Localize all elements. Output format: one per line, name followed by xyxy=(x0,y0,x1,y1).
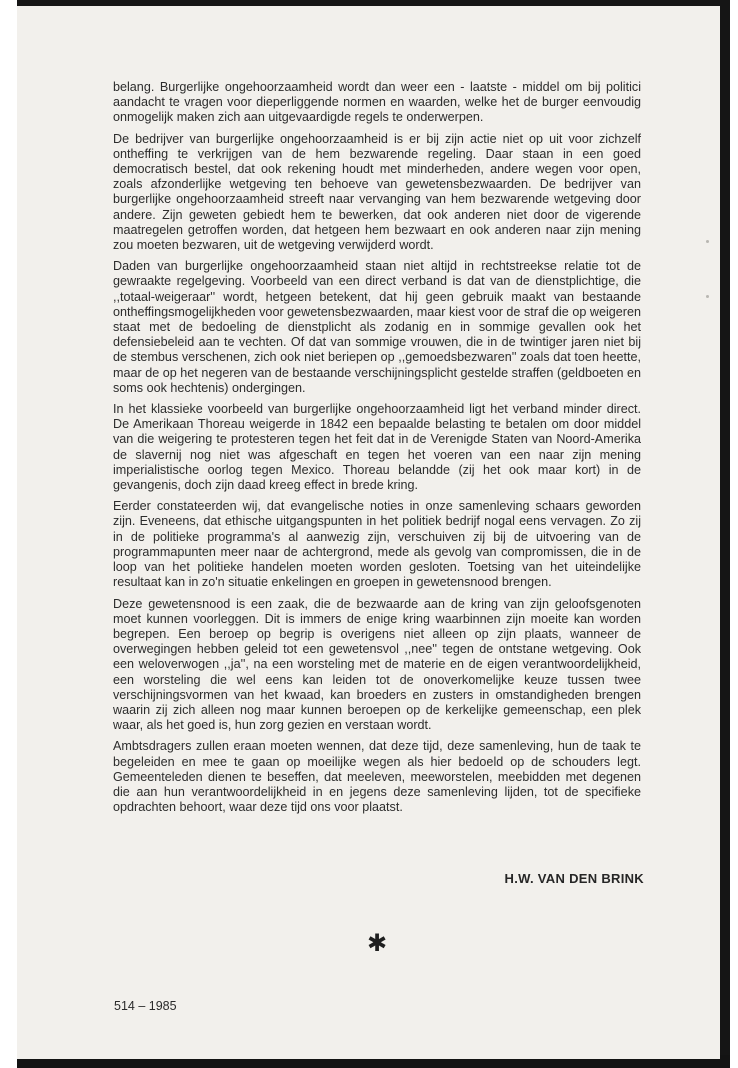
paragraph-3: Daden van burgerlijke ongehoorzaamheid staan niet altijd in rechtstreekse relatie tot de gewraakte regelgeving. Voorbeeld van een direct verband is dat van de dienstplichtige, die ,,totaal-weigeraar'' wordt, hetgeen betekent, dat hij geen gebruik maakt van bestaande ontheffingsmogelijkheden voor gewetensbezwaarden, maar kiest voor de straf die op weigeren staat met de bedoeling de dienstplicht als zodanig en in sommige gevallen ook het defensiebeleid aan te vechten. Of dat van sommige vrouwen, die in de twintiger jaren niet bij de stembus verschenen, zich ook niet beriepen op ,,gemoedsbezwaren'' zoals dat toen heette, maar de op het negeren van de bestaande verschijningsplicht gestelde straffen (geldboeten en soms ook hechtenis) ondergingen. xyxy=(113,259,641,395)
paragraph-4: In het klassieke voorbeeld van burgerlijke ongehoorzaamheid ligt het verband minder direct. De Amerikaan Thoreau weigerde in 1842 een bepaalde belasting te betalen om door middel van die weigering te protesteren tegen het feit dat in de Verenigde Staten van Noord-Amerika de slavernij nog niet was afgeschaft en tegen het voeren van een naar zijn mening imperialistische oorlog tegen Mexico. Thoreau belandde (zij het ook maar kort) in de gevangenis, doch zijn daad kreeg effect in brede kring. xyxy=(113,402,641,493)
scan-edge-right xyxy=(720,0,730,1068)
paragraph-6: Deze gewetensnood is een zaak, die de bezwaarde aan de kring van zijn geloofsgenoten moet kunnen voorleggen. Dit is immers de enige kring waarbinnen zijn moeite kan worden begrepen. Een beroep op begrip is overigens niet alleen op zijn plaats, wanneer de overwegingen hebben geleid tot een gewetensvol ,,nee'' tegen de ontstane wetgeving. Ook een weloverwogen ,,ja'', na een worsteling met de materie en de eigen verantwoordelijkheid, een worsteling die wel eens kan leiden tot de onoverkomelijke keuze tussen twee verschijningsvormen van het kwaad, kan broeders en zusters in omstandigheden brengen waarin zij zich alleen nog maar kunnen beroepen op de kerkelijke gemeenschap, een plek waar, als het goed is, hun zorg gezien en verstaan wordt. xyxy=(113,596,641,733)
scan-speck xyxy=(706,295,709,298)
paragraph-7: Ambtsdragers zullen eraan moeten wennen, dat deze tijd, deze samenleving, hun de taak te begeleiden en mee te gaan op moeilijke wegen als hier bedoeld op de schouders legt. Gemeenteleden dienen te beseffen, dat meeleven, meeworstelen, meebidden met degenen die aan hun verantwoordelijkheid in en jegens deze samenleving lijden, tot de specifieke opdrachten behoort, waar deze tijd ons voor plaatst. xyxy=(113,739,641,815)
author-signature: H.W. VAN DEN BRINK xyxy=(504,871,644,886)
article-body xyxy=(113,80,641,821)
scan-margin-left xyxy=(0,0,17,1068)
asterisk-ornament-icon: ✱ xyxy=(367,930,388,957)
page-number: 514 – 1985 xyxy=(114,999,177,1013)
paragraph-2: De bedrijver van burgerlijke ongehoorzaamheid is er bij zijn actie niet op uit voor zichzelf ontheffing te verkrijgen van de hem bezwarende regeling. Daar staan in een goed democratisch bestel, dat ook rekening houdt met minderheden, andere wegen voor open, zoals afzonderlijke wetgeving ten behoeve van gewetensbezwaarden. De bedrijver van burgerlijke ongehoorzaamheid streeft naar vervanging van hem bezwarende wetgeving door andere. Zijn geweten gebiedt hem te bewerken, dat ook anderen niet door de vigerende maatregelen getroffen worden, dat hetgeen hem bezwaart en ook anderen naar zijn mening zou moeten bezwaren, uit de wetgeving verwijderd wordt. xyxy=(113,131,641,253)
paragraph-1: belang. Burgerlijke ongehoorzaamheid wordt dan weer een - laatste - middel om bij politici aandacht te vragen voor dieperliggende normen en waarden, welke het de burger eenvoudig onmogelijk maken zich aan uitgevaardigde regels te onderwerpen. xyxy=(113,80,641,125)
paragraph-5: Eerder constateerden wij, dat evangelische noties in onze samenleving schaars geworden zijn. Eveneens, dat ethische uitgangspunten in het politiek bedrijf nogal eens vervagen. Zo zij in de politieke programma's al aanwezig zijn, verschuiven zij bij de uitvoering van de programmapunten meer naar de achtergrond, mede als gevolg van compromissen, die in de loop van het politieke handelen moeten worden gesloten. Toetsing van het uiteindelijke resultaat kan in zo'n situatie enkelingen en groepen in gewetensnood brengen. xyxy=(113,499,641,590)
scan-speck xyxy=(706,240,709,243)
